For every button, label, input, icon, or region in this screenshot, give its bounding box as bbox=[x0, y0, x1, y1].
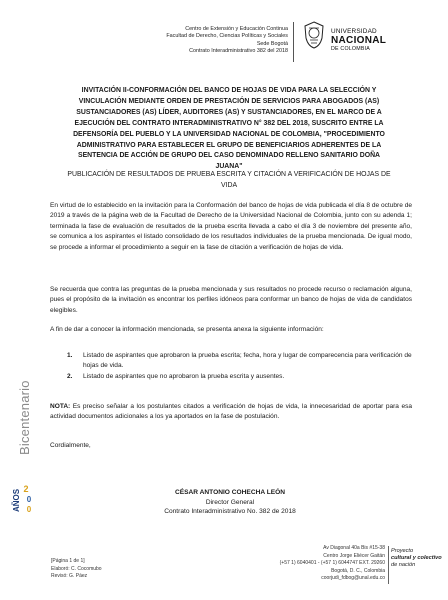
list-item-text: Listado de aspirantes que aprobaron la prueba escrita; fecha, hora y lugar de comparecencia para verificación de hojas de vida. bbox=[83, 352, 412, 370]
note-text: Es preciso señalar a los postulantes citados a verificación de hojas de vida, la innecesaridad de aportar para esa actividad documentos adicionales a los ya aportados en la fase de postulación. bbox=[50, 403, 412, 421]
note-label: NOTA: bbox=[50, 403, 71, 410]
svg-text:0: 0 bbox=[26, 495, 32, 504]
footer-line: Elaboró: C. Cocomubo bbox=[51, 565, 102, 572]
slogan-line: de nación bbox=[391, 562, 416, 569]
signature-block bbox=[114, 488, 346, 517]
footer-divider bbox=[388, 546, 389, 584]
svg-text:0: 0 bbox=[26, 505, 32, 514]
footer-contact bbox=[235, 545, 385, 583]
university-line: DE COLOMBIA bbox=[331, 46, 370, 52]
signer-name: CÉSAR ANTONIO COHECHA LEÓN bbox=[174, 489, 286, 496]
list-item-number: 1. bbox=[67, 352, 73, 359]
closing-salutation: Cordialmente, bbox=[50, 442, 91, 449]
header-divider bbox=[293, 22, 294, 62]
bicentenario-vertical-text: Bicentenario bbox=[17, 380, 32, 455]
signer-role: Director General bbox=[205, 498, 255, 506]
footer-line: coorjudi_fdbog@unal.edu.co bbox=[321, 575, 385, 582]
footer-line: Centro Jorge Eliécer Gaitán bbox=[323, 552, 385, 559]
slogan-line: Proyecto bbox=[391, 548, 414, 554]
list-item bbox=[67, 372, 412, 382]
university-logotype bbox=[331, 27, 386, 54]
footer-line: [Página 1 de 1] bbox=[51, 558, 85, 564]
slogan-line: cultural y colectivo bbox=[391, 555, 442, 562]
header-line: Contrato Interadministrativo 382 del 2018 bbox=[189, 47, 288, 54]
list-item-text: Listado de aspirantes que no aprobaron la prueba escrita y ausentes. bbox=[83, 372, 285, 380]
university-seal-icon bbox=[301, 20, 327, 50]
header-line: Sede Bogotá bbox=[256, 40, 288, 47]
svg-text:AÑOS: AÑOS bbox=[12, 488, 21, 512]
list-item bbox=[67, 351, 412, 372]
bicentenario-logo-icon bbox=[13, 482, 35, 516]
footer-line: Revisó: G. Páez bbox=[51, 573, 88, 580]
university-line: UNIVERSIDAD bbox=[331, 28, 377, 35]
footer-page-info bbox=[51, 558, 102, 581]
footer-line: Bogotá, D. C., Colombia bbox=[331, 567, 385, 574]
paragraph-intro: En virtud de lo establecido en la invitación para la Conformación del banco de hojas de vida publicada el día 8 de octubre de 2019 a través de la página web de la Facultad de Derecho de la Universidad Nacional de Colombia, junto con su adenda 1; terminada la fase de evaluación de resultados de la prueba escrita llevada a cabo el día 3 de noviembre del presente año, se comunica a los aspirantes el listado consolidado de los resultados individuales de la prueba mencionada. De igual modo, se procede a informar el procedimiento a seguir en la fase de citación a verificación de hojas de vida. bbox=[50, 202, 412, 251]
signer-contract: Contrato Interadministrativo No. 382 de 2018 bbox=[164, 508, 296, 516]
document-title: INVITACIÓN II-CONFORMACIÓN DEL BANCO DE HOJAS DE VIDA PARA LA SELECCIÓN Y VINCULACIÓN MEDIANTE ORDEN DE PRESTACIÓN DE SERVICIOS PARA ABOGADOS (AS) SUSTANCIADORES (AS) LÍDER, AUDITORES (AS) Y SUSTANCIADORES, EN EL MARCO DE A EJECUCIÓN DEL CONTRATO INTERADMINISTRATIVO N° 382 DEL 2018, SUSCRITO ENTRE LA DEFENSORÍA DEL PUEBLO Y LA UNIVERSIDAD NACIONAL DE COLOMBIA, "PROCEDIMIENTO ADMINISTRATIVO PARA ESTABLECER EL GRUPO DE BENEFICIARIOS ADHERENTES DE LA SENTENCIA DE ACCIÓN DE GRUPO DEL CASO DENOMINADO RELLENO SANITARIO DOÑA JUANA" bbox=[73, 87, 385, 171]
list-item-number: 2. bbox=[67, 372, 73, 380]
footer-slogan bbox=[391, 548, 442, 570]
svg-text:2: 2 bbox=[23, 484, 29, 494]
footer-line: (+57 1) 6040401 - (+57 1) 6044747 EXT. 29260 bbox=[279, 560, 385, 567]
paragraph-reminder: Se recuerda que contra las preguntas de la prueba mencionada y sus resultados no procede recurso o reclamación alguna, pues el propósito de la invitación es encontrar los perfiles idóneos para conformar un banco de hojas de vida de candidatos elegibles. bbox=[50, 286, 412, 314]
paragraph-annex: A fin de dar a conocer la información mencionada, se presenta anexa la siguiente información: bbox=[50, 326, 324, 333]
header-line: Facultad de Derecho, Ciencias Políticas y Sociales bbox=[166, 33, 288, 40]
university-line: NACIONAL bbox=[331, 35, 387, 46]
document-subtitle: PUBLICACIÓN DE RESULTADOS DE PRUEBA ESCRITA Y CITACIÓN A VERIFICACIÓN DE HOJAS DE VIDA bbox=[67, 171, 391, 189]
header-line: Centro de Extensión y Educación Continua bbox=[185, 26, 288, 32]
header-info bbox=[88, 26, 288, 55]
annex-list bbox=[67, 351, 412, 382]
footer-line: Av Diagonal 40a Bis #15-38 bbox=[323, 545, 385, 551]
note-paragraph bbox=[50, 402, 412, 423]
